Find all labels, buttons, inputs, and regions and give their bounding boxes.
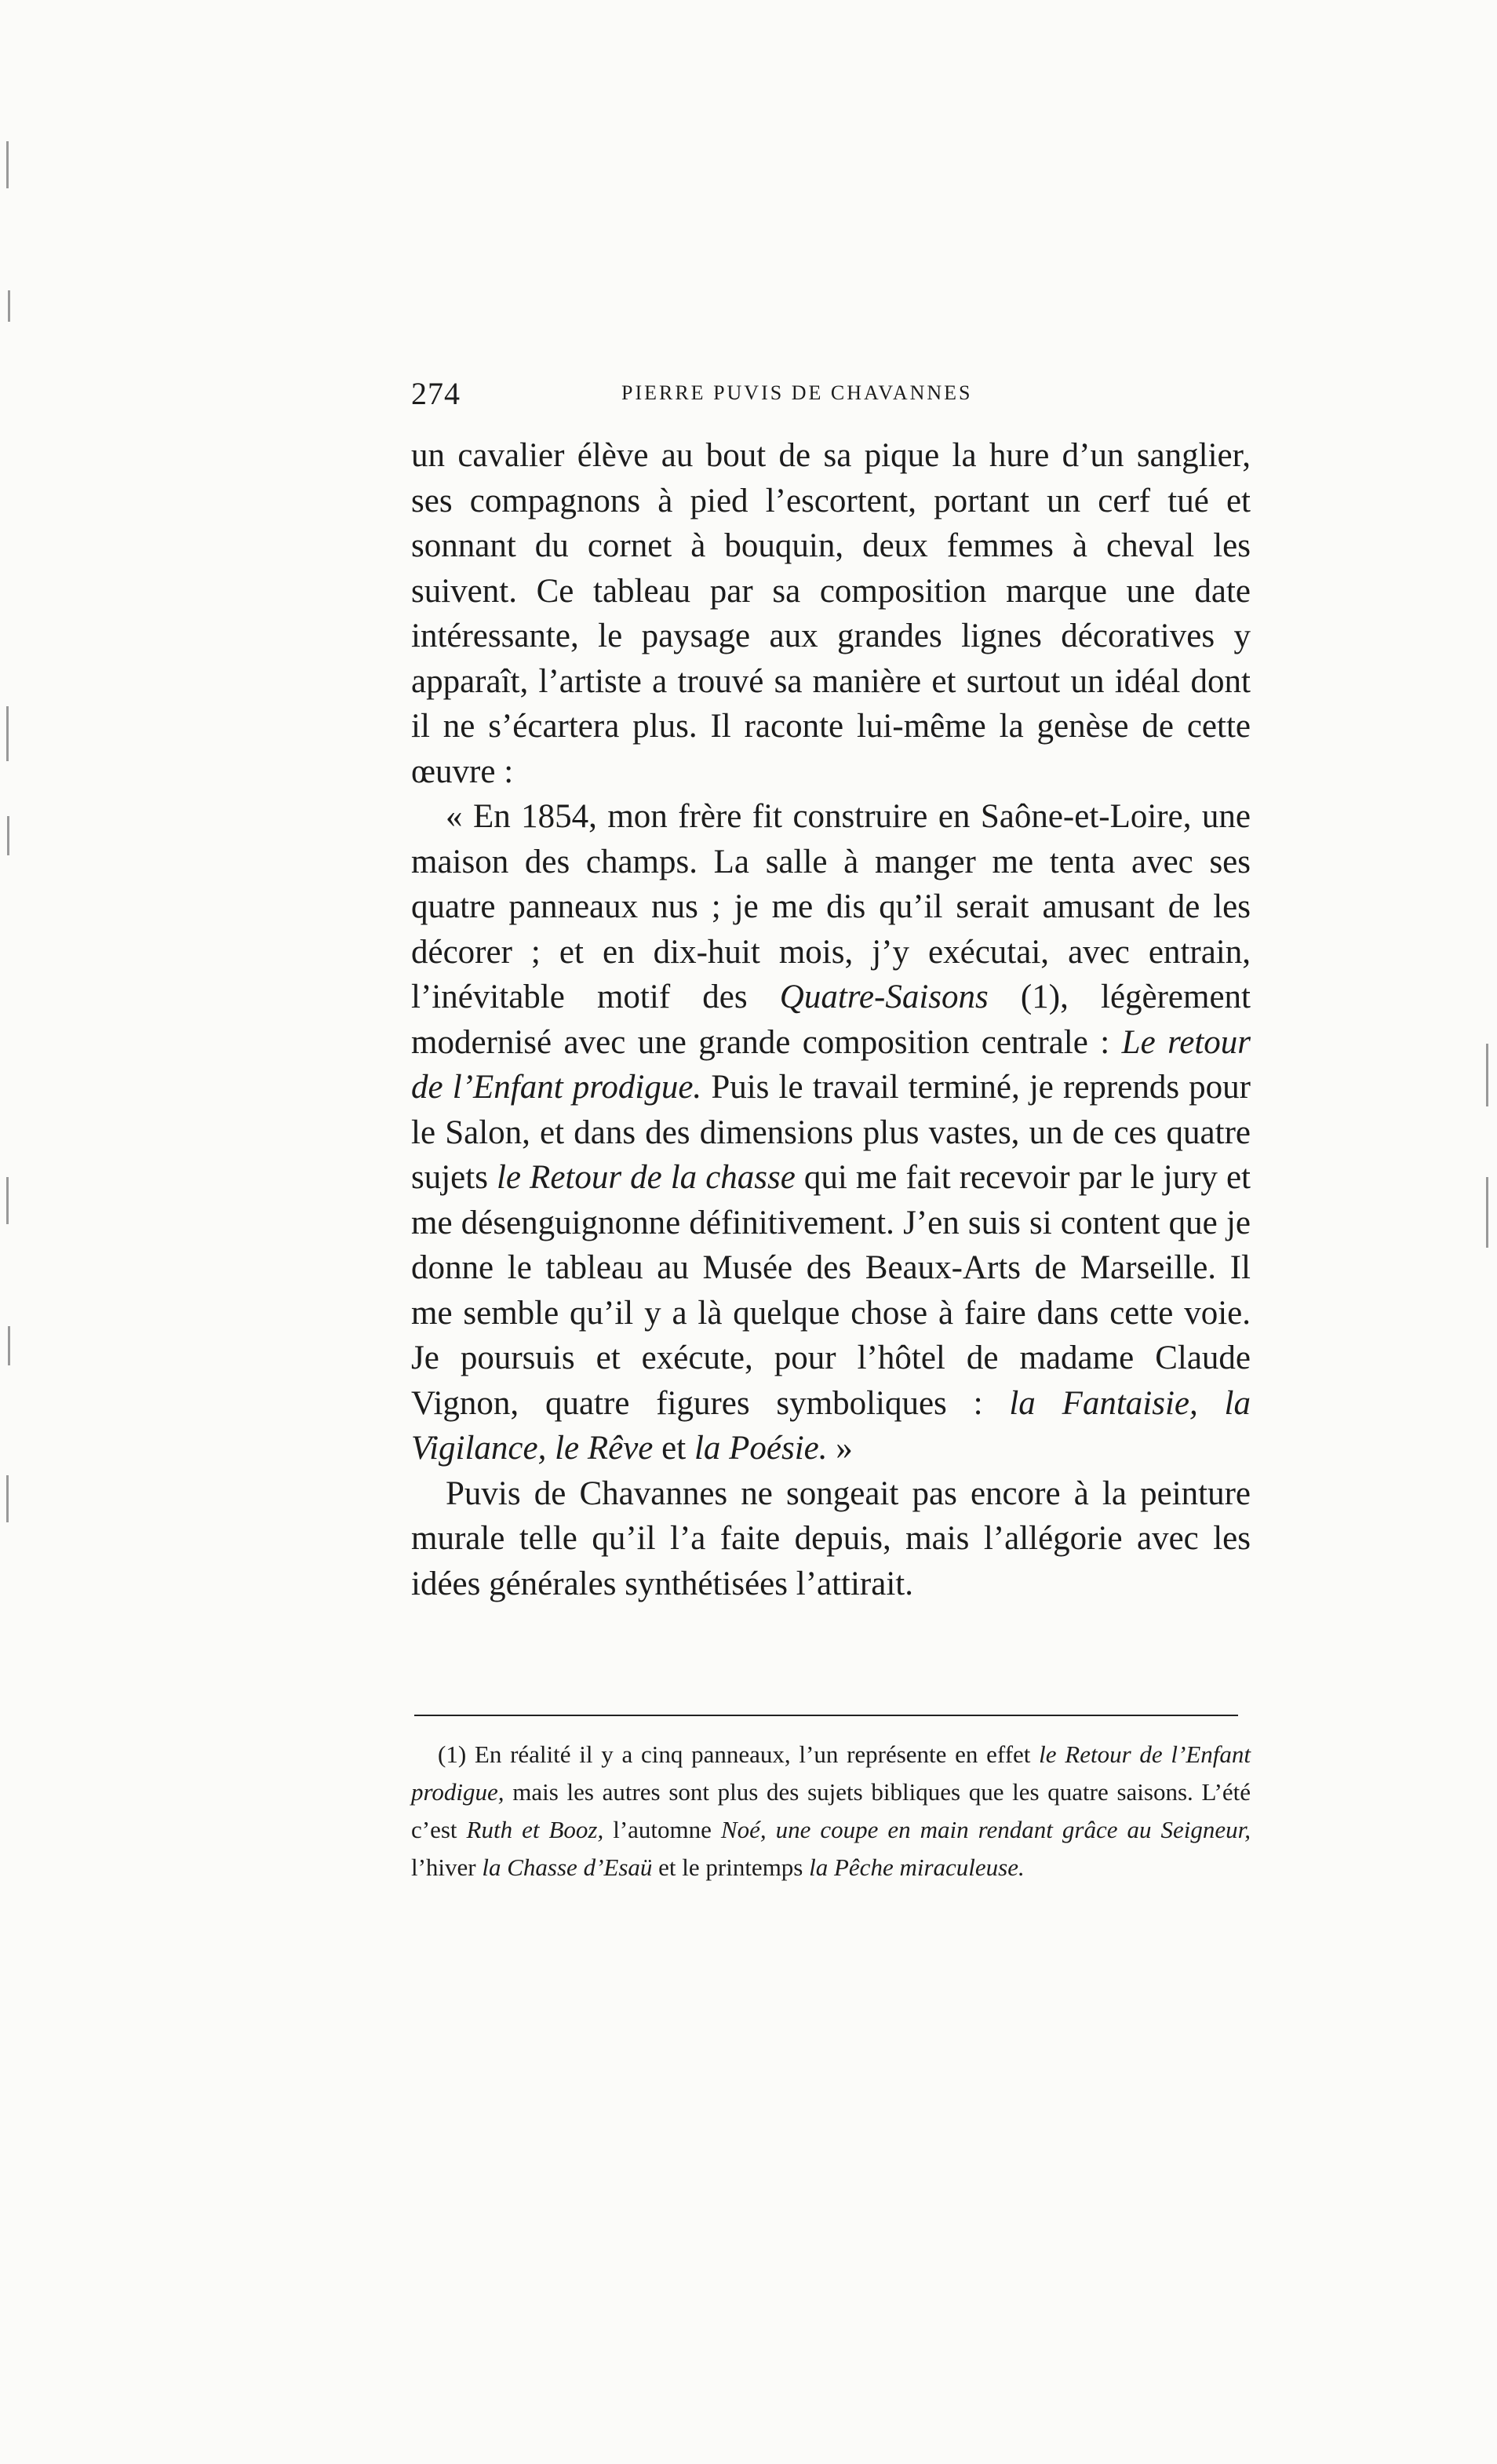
footnote [411,1736,1251,1886]
quote-text-1: « En 1854, mon frère fit construire en Saône-et-Loire, une maison des champs. La salle à manger me tenta avec ses quatre panneaux nus ; je me dis qu’il serait amusant de les décorer ; et en dix-huit mois, j’y exécutai, avec entrain, l’inévitable motif des [411,798,1251,1015]
running-title: PIERRE PUVIS DE CHAVANNES [621,381,973,404]
quote-text-5: et [653,1430,694,1467]
page-number: 274 [411,376,461,411]
scan-speck [6,706,9,761]
paragraph-2: Puvis de Chavannes ne songeait pas encore à la peinture murale telle qu’il l’a faite depuis, mais l’allégorie avec les idées générales synthétisées l’attirait. [411,1474,1251,1602]
running-head [411,375,1274,422]
footnote-text-4: l’hiver [411,1853,483,1881]
scan-speck [6,1475,9,1522]
quote-text-6: » [827,1430,853,1467]
scan-speck [8,290,10,322]
quote-italic-retour-enfant-prodigue: Le retour de l’Enfant prodigue. [411,1023,1251,1106]
scan-speck [1486,1044,1488,1106]
footnote-italic-esau: la Chasse d’Esaü [482,1853,653,1881]
quotation-paragraph [411,794,1251,1471]
paragraph-1: un cavalier élève au bout de sa pique la hure d’un sanglier, ses compagnons à pied l’escortent, portant un cerf tué et sonnant du cornet à bouquin, deux femmes à cheval les suivent. Ce tableau par sa composition marque une date intéressante, le paysage aux grandes lignes décoratives y apparaît, l’artiste a trouvé sa manière et surtout un idéal dont il ne s’écartera plus. Il raconte lui-même la genèse de cette œuvre : [411,437,1251,790]
footnote-italic-ruth-booz: Ruth et Booz, [466,1816,604,1843]
footnote-text-5: et le printemps [652,1853,810,1881]
scan-speck [6,141,9,188]
footnote-italic-1: le Retour de l’Enfant prodigue, [411,1740,1251,1806]
quote-italic-poesie: la Poésie. [694,1430,828,1467]
scan-speck [7,816,9,855]
footnote-text-3: l’automne [603,1816,721,1843]
footnote-text-1: (1) En réalité il y a cinq panneaux, l’un représente en effet [438,1740,1040,1768]
quote-italic-retour-chasse: le Retour de la chasse [496,1159,796,1196]
quote-italic-figures: la Fantaisie, la Vigilance, le Rêve [411,1384,1251,1467]
quote-italic-quatre-saisons: Quatre-Saisons [779,979,989,1015]
footnote-italic-peche: la Pêche miraculeuse. [809,1853,1025,1881]
body-text [411,433,1251,1606]
quote-text-3: Puis le travail terminé, je reprends pour le Salon, et dans des dimensions plus vastes, un de ces quatre sujets [411,1069,1251,1196]
scan-speck [1486,1177,1488,1248]
quote-text-2: (1), légèrement modernisé avec une grande composition centrale : [411,979,1251,1061]
footnote-text-2: mais les autres sont plus des sujets bibliques que les quatre saisons. L’été c’est [411,1778,1251,1843]
scan-speck [8,1326,10,1365]
scan-speck [6,1177,9,1224]
footnote-italic-noe: Noé, une coupe en main rendant grâce au Seigneur, [720,1816,1251,1843]
footnote-text [411,1736,1251,1886]
quote-text-4: qui me fait recevoir par le jury et me désenguignonne définitivement. J’en suis si content que je donne le tableau au Musée des Beaux-Arts de Marseille. Il me semble qu’il y a là quelque chose à faire dans cette voie. Je poursuis et exécute, pour l’hôtel de madame Claude Vignon, quatre figures symboliques : [411,1159,1251,1422]
footnote-rule [414,1715,1238,1716]
